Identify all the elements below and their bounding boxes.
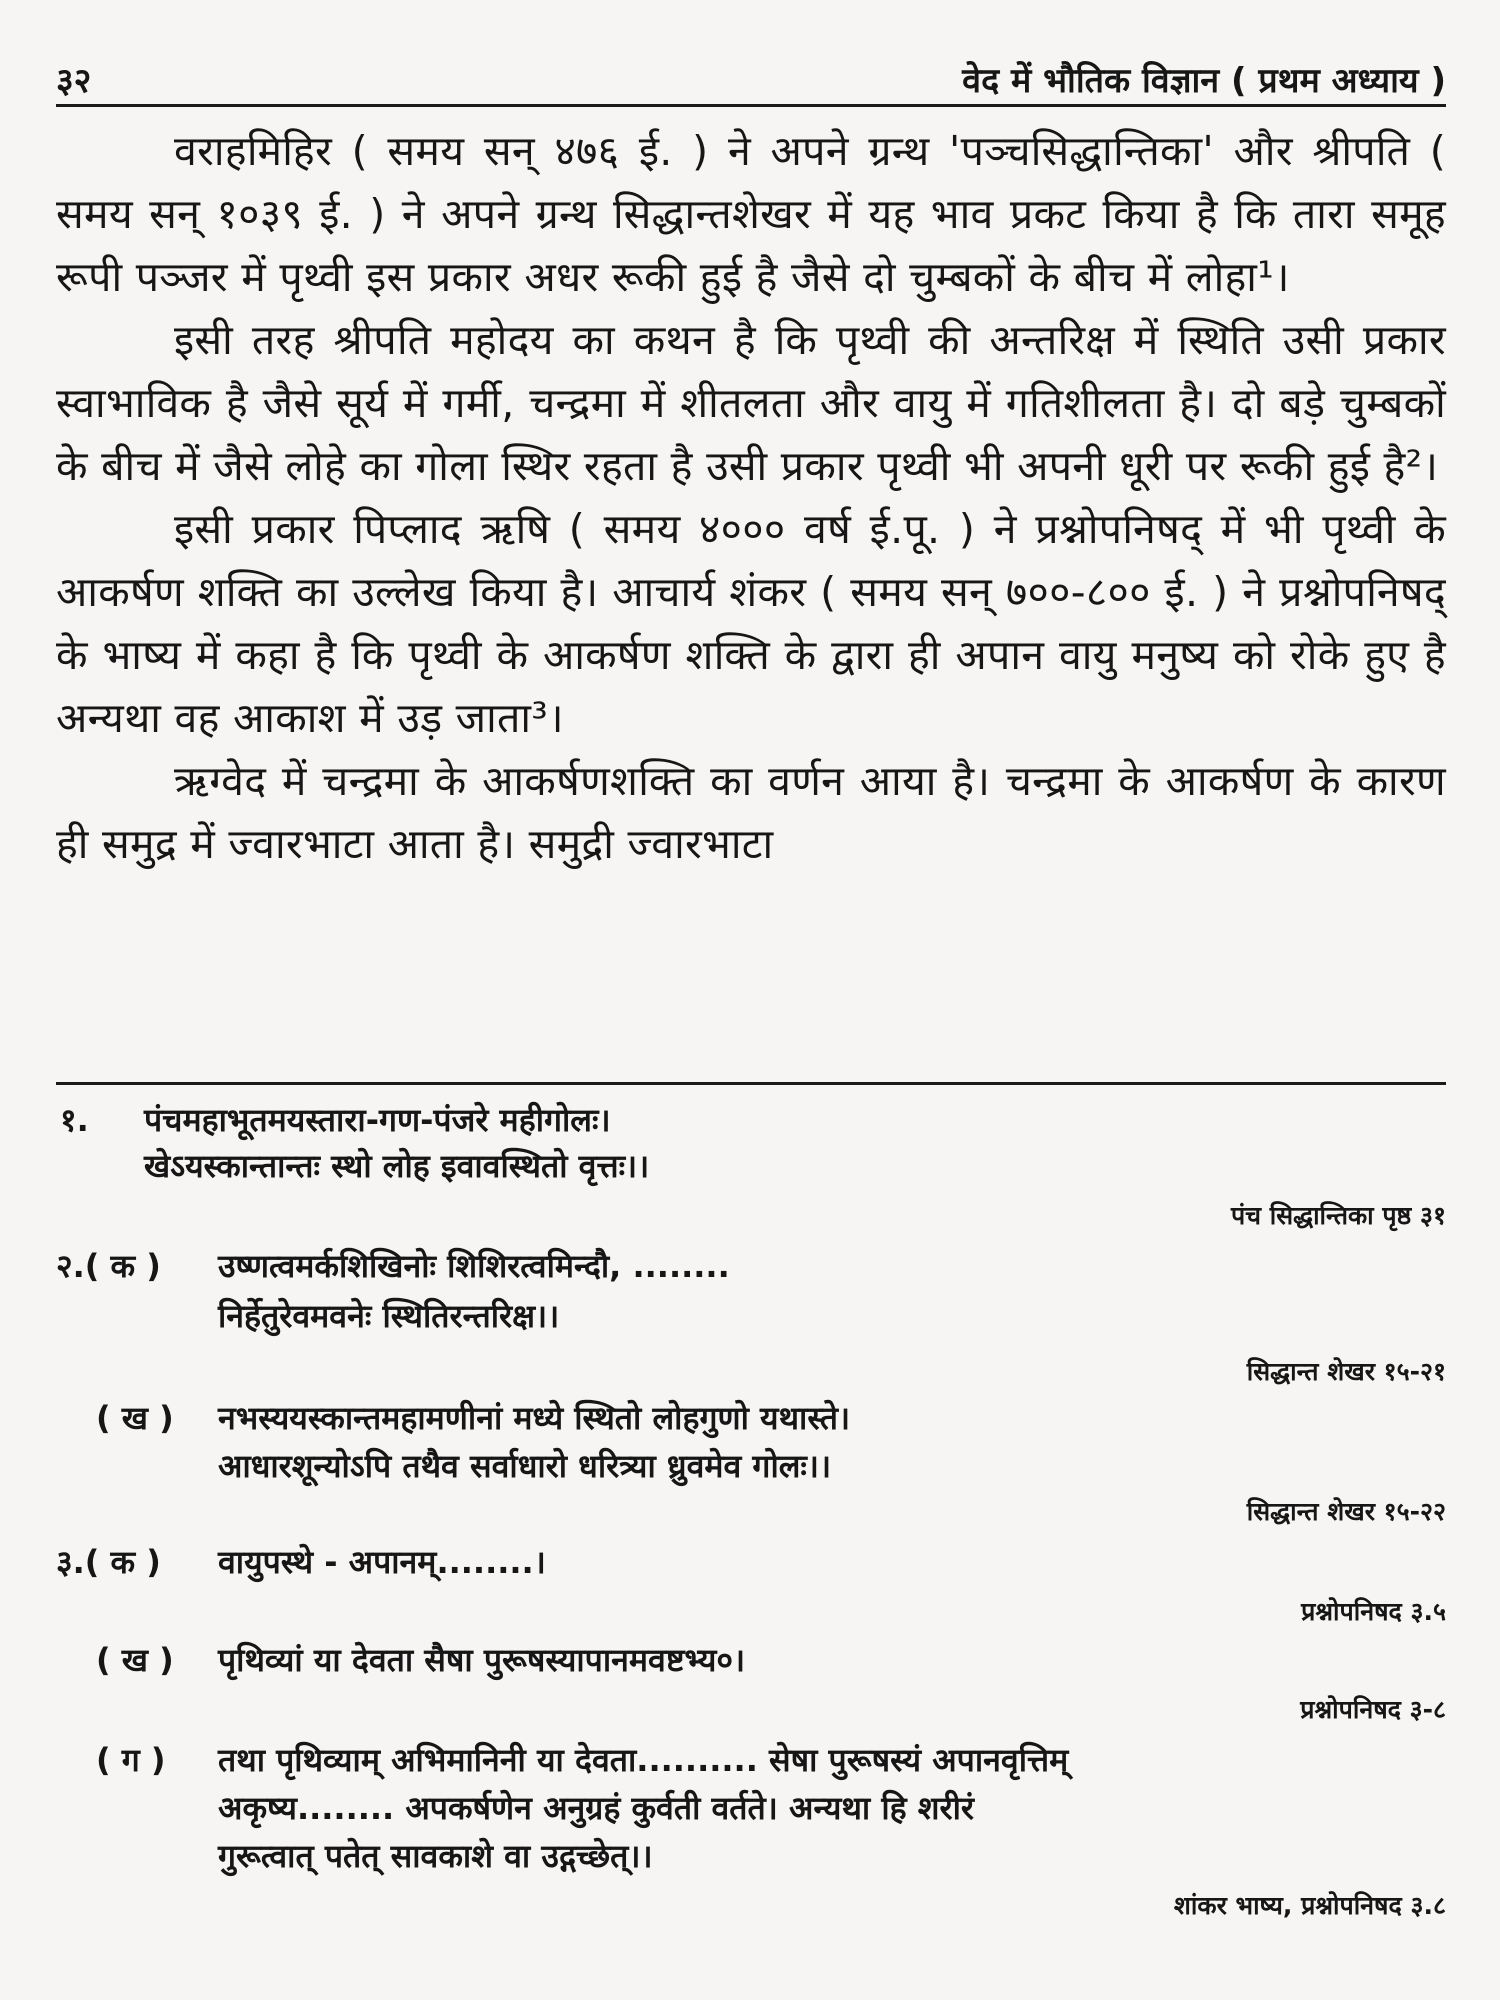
footnote-verse-line: तथा पृथिव्याम् अभिमानिनी या देवता.......... सेषा पुरूषस्यं अपानवृत्तिम्	[218, 1741, 1069, 1779]
header-rule	[56, 104, 1446, 107]
footnote-verse-line: वायुपस्थे - अपानम्........।	[218, 1543, 546, 1581]
footnote-label: २.( क )	[56, 1247, 161, 1285]
body-text	[56, 120, 1446, 876]
footnote-verse-line: पृथिव्यां या देवता सैषा पुरूषस्यापानमवष्टभ्य०।	[218, 1641, 746, 1679]
footnote-label: १.	[60, 1101, 89, 1139]
footnote-verse-line: नभस्ययस्कान्तमहामणीनां मध्ये स्थितो लोहगुणो यथास्ते।	[218, 1399, 851, 1437]
footnote-verse-line: उष्णत्वमर्कशिखिनोः शिशिरत्वमिन्दौ, ........	[218, 1247, 730, 1285]
footnote-verse-line: गुरूत्वात् पतेत् सावकाशे वा उद्गच्छेत्।।	[218, 1837, 653, 1875]
footnote-verse-line: निर्हेतुरेवमवनेः स्थितिरन्तरिक्ष।।	[218, 1297, 560, 1335]
footnote-source: प्रश्नोपनिषद ३.५	[1301, 1597, 1446, 1626]
footnote-verse-line: पंचमहाभूतमयस्तारा-गण-पंजरे महीगोलः।	[144, 1101, 611, 1139]
footnote-source: प्रश्नोपनिषद ३-८	[1300, 1695, 1446, 1724]
paragraph: वराहमिहिर ( समय सन् ४७६ ई. ) ने अपने ग्रन्थ 'पञ्चसिद्धान्तिका' और श्रीपति ( समय सन् १०३९ ई. ) ने अपने ग्रन्थ सिद्धान्तशेखर में यह भाव प्रकट किया है कि तारा समूह रूपी पञ्जर में पृथ्वी इस प्रकार अधर रूकी हुई है जैसे दो चुम्बकों के बीच में लोहा¹।	[56, 127, 1446, 301]
footnote-label: ( ख )	[96, 1399, 174, 1437]
page-header	[56, 52, 1446, 112]
footnote-source: पंच सिद्धान्तिका पृष्ठ ३१	[1230, 1201, 1446, 1230]
paragraph: इसी तरह श्रीपति महोदय का कथन है कि पृथ्वी की अन्तरिक्ष में स्थिति उसी प्रकार स्वाभाविक है जैसे सूर्य में गर्मी, चन्द्रमा में शीतलता और वायु में गतिशीलता है। दो बड़े चुम्बकों के बीच में जैसे लोहे का गोला स्थिर रहता है उसी प्रकार पृथ्वी भी अपनी धूरी पर रूकी हुई है²।	[56, 316, 1446, 490]
footnote-source: शांकर भाष्य, प्रश्नोपनिषद ३.८	[1173, 1891, 1446, 1920]
footnote-rule	[56, 1082, 1446, 1085]
footnote-label: ( ग )	[96, 1741, 166, 1779]
footnote-label: ( ख )	[96, 1641, 174, 1679]
footnote-verse-line: अकृष्य........ अपकर्षणेन अनुग्रहं कुर्वती वर्तते। अन्यथा हि शरीरं	[218, 1789, 975, 1827]
footnote-source: सिद्धान्त शेखर १५-२२	[1246, 1497, 1446, 1526]
footnote-label: ३.( क )	[56, 1543, 161, 1581]
footnote-verse-line: आधारशून्योऽपि तथैव सर्वाधारो धरित्र्या ध्रुवमेव गोलः।।	[218, 1447, 832, 1485]
page-number: ३२	[56, 61, 92, 101]
paragraph: इसी प्रकार पिप्लाद ऋषि ( समय ४००० वर्ष ई.पू. ) ने प्रश्नोपनिषद् में भी पृथ्वी के आकर्षण शक्ति का उल्लेख किया है। आचार्य शंकर ( समय सन् ७००-८०० ई. ) ने प्रश्नोपनिषद् के भाष्य में कहा है कि पृथ्वी के आकर्षण शक्ति के द्वारा ही अपान वायु मनुष्य को रोके हुए है अन्यथा वह आकाश में उड़ जाता³।	[56, 505, 1446, 742]
footnote-source: सिद्धान्त शेखर १५-२१	[1246, 1357, 1446, 1386]
footnote-verse-line: खेऽयस्कान्तान्तः स्थो लोह इवावस्थितो वृत्तः।।	[144, 1147, 650, 1185]
running-title: वेद में भौतिक विज्ञान ( प्रथम अध्याय )	[962, 61, 1446, 101]
paragraph: ऋग्वेद में चन्द्रमा के आकर्षणशक्ति का वर्णन आया है। चन्द्रमा के आकर्षण के कारण ही समुद्र में ज्वारभाटा आता है। समुद्री ज्वारभाटा	[56, 757, 1446, 868]
